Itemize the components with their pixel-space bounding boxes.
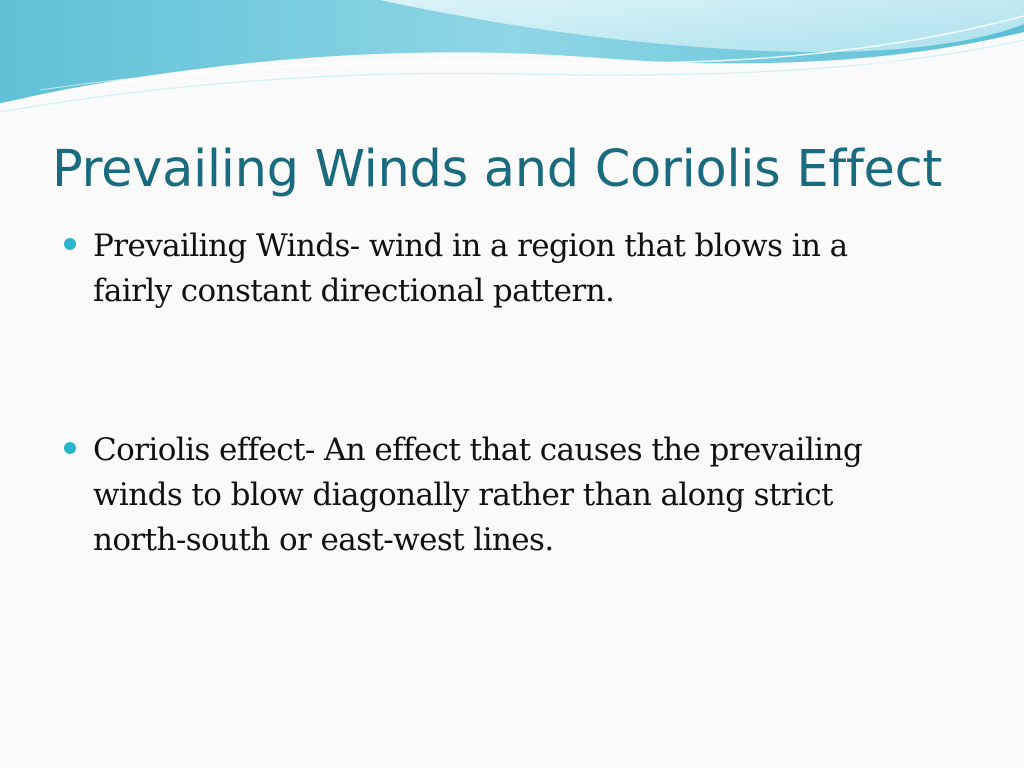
- bullet-text: Coriolis effect- An effect that causes the prevailing winds to blow diagonally rather than along strict north-south or east-west lines.: [93, 432, 863, 558]
- bullet-dot-icon: [64, 442, 76, 454]
- bullet-dot-icon: [64, 238, 76, 250]
- bullet-text: Prevailing Winds- wind in a region that blows in a fairly constant directional pattern.: [93, 228, 848, 309]
- slide-title: Prevailing Winds and Coriolis Effect: [52, 140, 943, 199]
- wave-banner: [0, 0, 1024, 120]
